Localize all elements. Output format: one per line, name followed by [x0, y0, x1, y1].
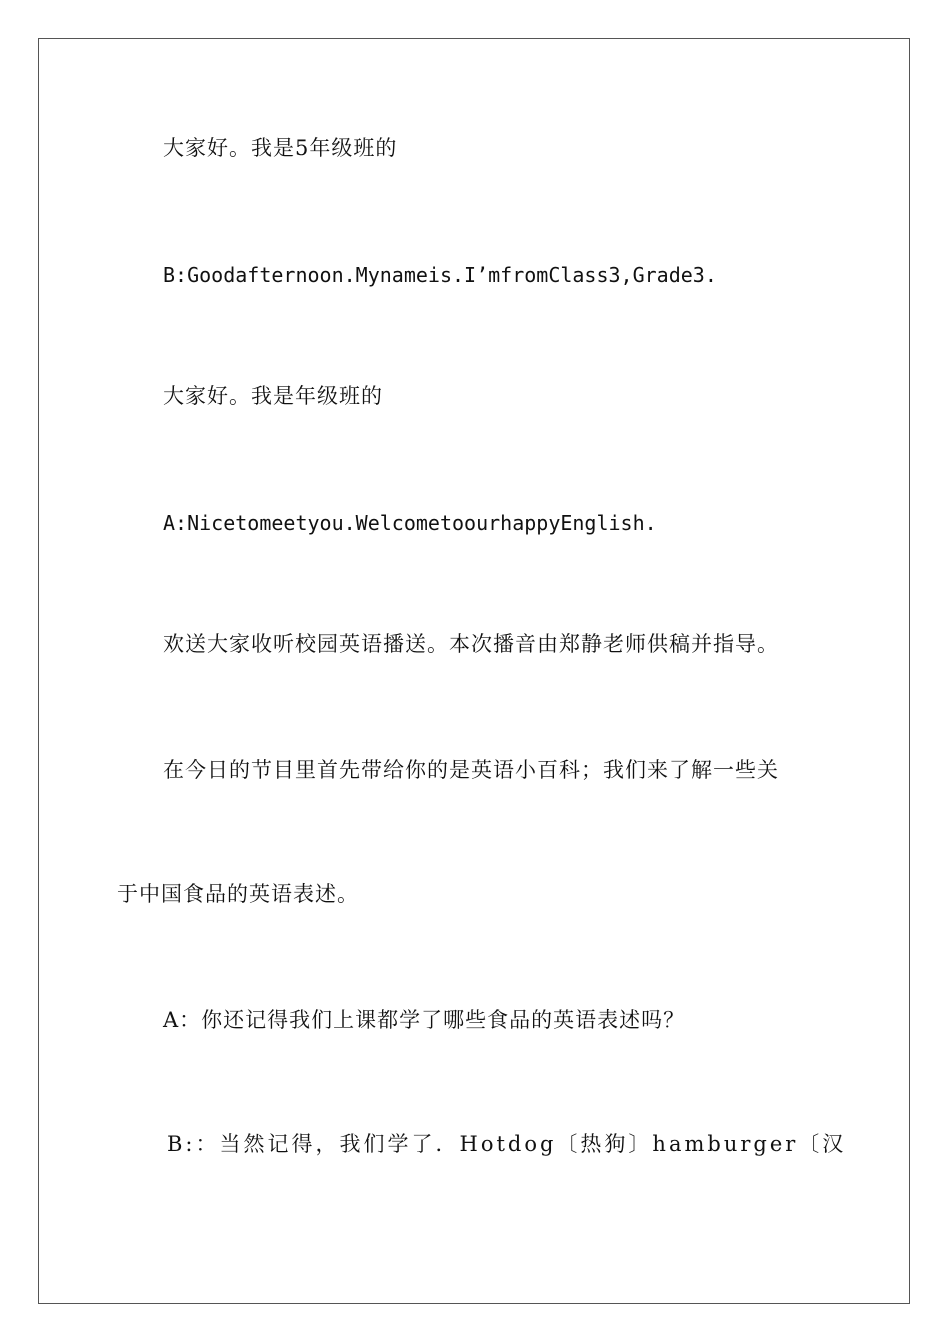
text-line-7: 于中国食品的英语表述。 — [117, 882, 359, 906]
text-line-3: 大家好。我是年级班的 — [163, 384, 383, 408]
text-line-1: 大家好。我是5年级班的 — [163, 136, 398, 160]
text-line-4: A:Nicetomeetyou.WelcometoourhappyEnglish. — [163, 511, 657, 535]
text-line-8: A：你还记得我们上课都学了哪些食品的英语表述吗？ — [163, 1008, 686, 1032]
text-line-2: B:Goodafternoon.Mynameis.I’mfromClass3,Grade3. — [163, 263, 717, 287]
text-line-6: 在今日的节目里首先带给你的是英语小百科；我们来了解一些关 — [163, 758, 779, 782]
text-line-5: 欢送大家收听校园英语播送。本次播音由郑静老师供稿并指导。 — [163, 632, 779, 656]
text-line-9: B:：当然记得，我们学了．Hotdog〔热狗〕hamburger〔汉 — [167, 1132, 847, 1156]
page-border — [38, 38, 910, 1304]
